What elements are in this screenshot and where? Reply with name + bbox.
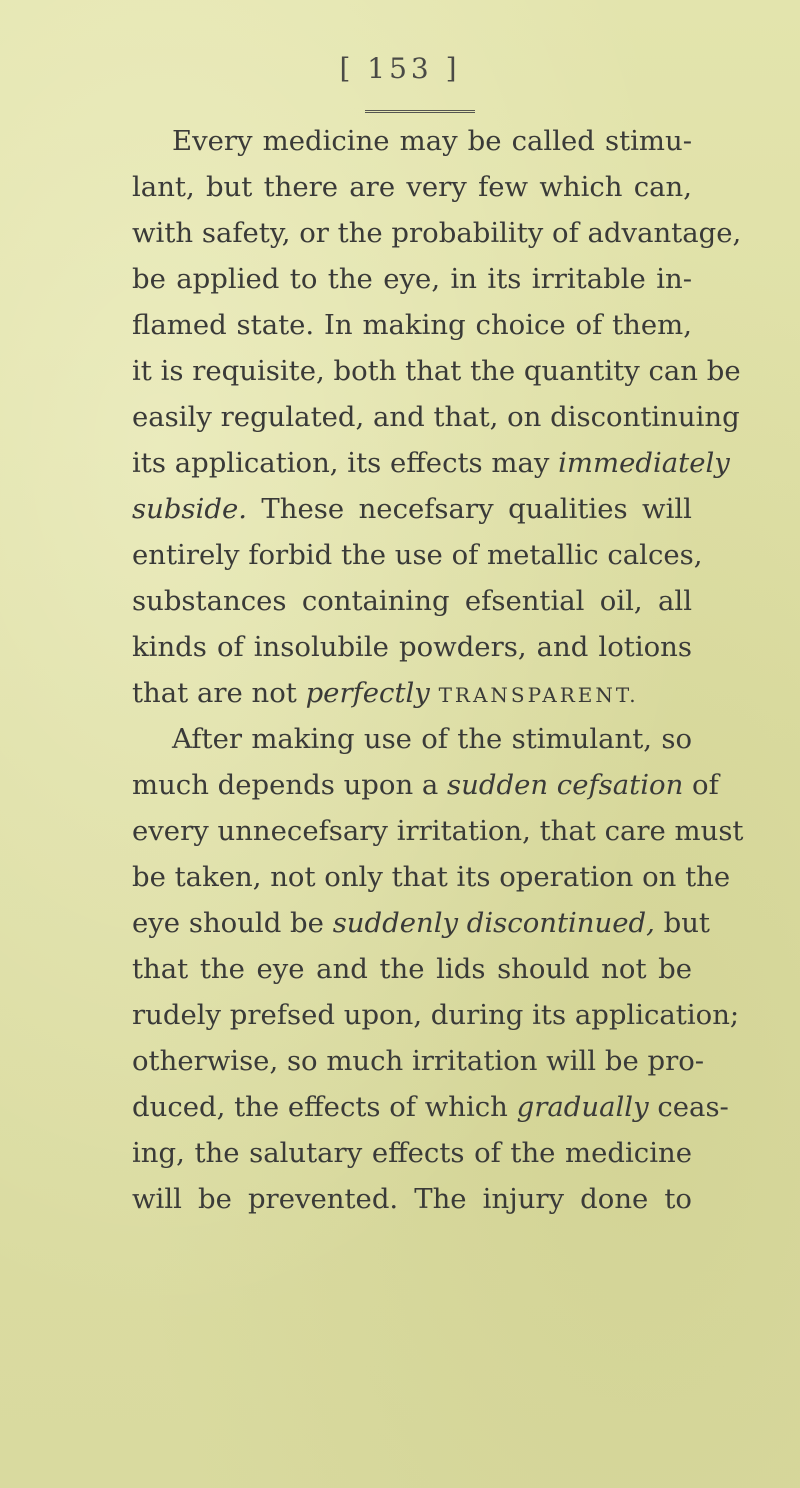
text-segment: ceas- [657,1091,729,1123]
text-line: ing, the salutary effects of the medicine [132,1137,692,1169]
text-line: will be prevented. The injury done to [132,1183,692,1215]
text-line: flamed state. In making choice of them, [132,309,692,341]
text-segment: These necefsary qualities will [261,493,692,525]
text-line: every unnecefsary irritation, that care must [132,815,744,847]
text-line: rudely prefsed upon, during its application; [132,999,740,1031]
italic-text: gradually [516,1091,649,1123]
text-line: it is requisite, both that the quantity can be [132,355,741,387]
text-line: be applied to the eye, in its irritable in- [132,263,692,295]
text-line: otherwise, so much irritation will be pro- [132,1045,705,1077]
italic-text: suddenly discontinued, [332,907,655,939]
text-segment: that are not [132,677,297,709]
text-line: entirely forbid the use of metallic calces, [132,539,703,571]
italic-text: subside. [132,493,247,525]
text-line: that the eye and the lids should not be [132,953,692,985]
text-line: be taken, not only that its operation on the [132,861,731,893]
text-segment: duced, the effects of which [132,1091,508,1123]
text-line [132,670,692,716]
text-segment: but [663,907,710,939]
text-line [132,486,692,532]
page-number: [ 153 ] [339,52,461,85]
text-line [132,440,730,486]
text-segment: of [692,769,719,801]
small-caps-text: TRANSPARENT. [438,683,639,707]
header-rule [365,110,475,113]
italic-text: immediately [558,447,730,479]
text-segment: much depends upon a [132,769,439,801]
italic-text: perfectly [305,677,430,709]
text-line: After making use of the stimulant, so [172,723,692,755]
text-line [132,762,719,808]
text-line: substances containing efsential oil, all [132,585,692,617]
text-line: Every medicine may be called stimu- [172,125,692,157]
text-line: with safety, or the probability of advantage, [132,217,742,249]
text-segment: eye should be [132,907,324,939]
italic-text: sudden cefsation [447,769,684,801]
text-line [132,900,710,946]
text-line: kinds of insolubile powders, and lotions [132,631,692,663]
text-line [132,1084,729,1130]
text-segment: its application, its effects may [132,447,550,479]
body-text [132,118,744,1222]
text-line: easily regulated, and that, on discontinuing [132,401,740,433]
text-line: lant, but there are very few which can, [132,171,692,203]
